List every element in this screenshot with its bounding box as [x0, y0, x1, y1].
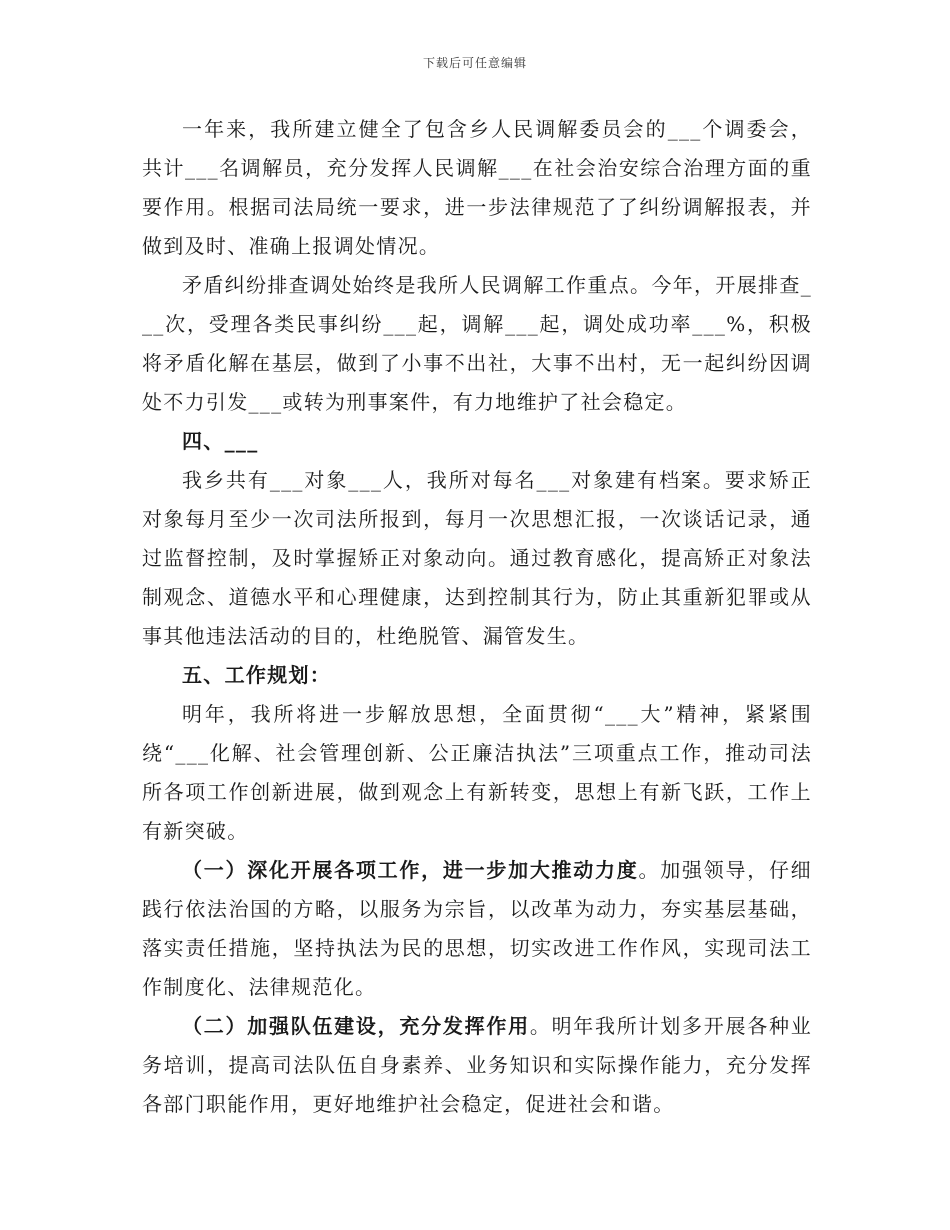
paragraph-correction-objects: 我乡共有___对象___人，我所对每名___对象建有档案。要求矫正对象每月至少一次司法所报到，每月一次思想汇报，一次谈话记录，通过监督控制，及时掌握矫正对象动向。通过教育感化，提高矫正对象法制观念、道德水平和心理健康，达到控制其行为，防止其重新犯罪或从事其他违法活动的目的，杜绝脱管、漏管发生。: [142, 468, 812, 648]
paragraph-team-building: [142, 1007, 812, 1124]
section-heading-work-plan: 五、工作规划：: [182, 663, 332, 687]
paragraph-deepen-work-lead: （一）深化开展各项工作，进一步加大推动力度: [182, 858, 639, 882]
paragraph-next-year-plan: 明年，我所将进一步解放思想，全面贯彻“___大”精神，紧紧围绕“___化解、社会管理创新、公正廉洁执法”三项重点工作，推动司法所各项工作创新进展，做到观念上有新转变，思想上有新飞跃，工作上有新突破。: [142, 702, 812, 843]
paragraph-deepen-work-rest: 。加强领导，仔细践行依法治国的方略，以服务为宗旨，以改革为动力，夯实基层基础，落实责任措施，坚持执法为民的思想，切实改进工作作风，实现司法工作制度化、法律规范化。: [142, 858, 812, 999]
paragraph-dispute-investigation: 矛盾纠纷排查调处始终是我所人民调解工作重点。今年，开展排查___次，受理各类民事纠纷___起，调解___起，调处成功率___%，积极将矛盾化解在基层，做到了小事不出社，大事不出村，无一起纠纷因调处不力引发___或转为刑事案件，有力地维护了社会稳定。: [142, 273, 812, 414]
page-header: 下载后可任意编辑: [422, 56, 527, 70]
paragraph-deepen-work: [142, 851, 812, 1007]
document-body: [142, 110, 812, 1124]
paragraph-team-building-rest: 。明年我所计划多开展各种业务培训，提高司法队伍自身素养、业务知识和实际操作能力，充分发挥各部门职能作用，更好地维护社会稳定，促进社会和谐。: [142, 1014, 812, 1116]
section-heading-four: 四、___: [182, 429, 259, 453]
paragraph-mediation-committees: 一年来，我所建立健全了包含乡人民调解委员会的___个调委会，共计___名调解员，充分发挥人民调解___在社会治安综合治理方面的重要作用。根据司法局统一要求，进一步法律规范了了纠纷调解报表，并做到及时、准确上报调处情况。: [142, 117, 812, 258]
paragraph-team-building-lead: （二）加强队伍建设，充分发挥作用: [182, 1014, 530, 1038]
